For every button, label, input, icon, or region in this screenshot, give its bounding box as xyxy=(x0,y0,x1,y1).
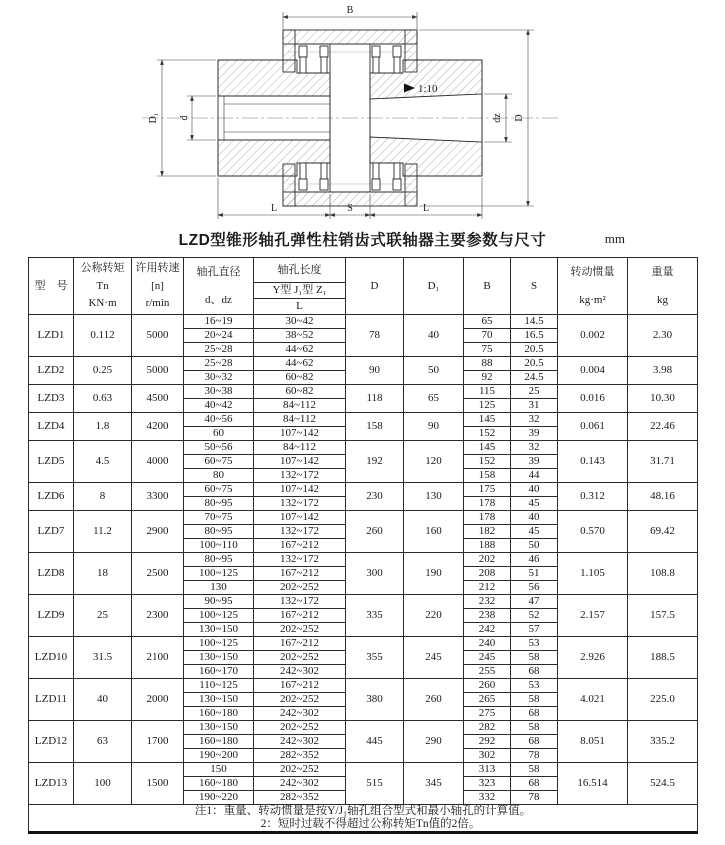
header-inertia: 转动惯量 kg·m² xyxy=(558,258,628,315)
cell-S: 78 xyxy=(511,791,558,805)
cell-B: 302 xyxy=(464,749,511,763)
cell-bore-length: 84~112 xyxy=(254,399,346,413)
cell-D1: 50 xyxy=(404,357,464,385)
cell-bore-length: 30~42 xyxy=(254,315,346,329)
dim-label-D: D xyxy=(514,114,525,122)
cell-D1: 345 xyxy=(404,763,464,805)
cell-torque: 4.5 xyxy=(74,441,132,483)
cell-S: 46 xyxy=(511,553,558,567)
cell-B: 70 xyxy=(464,329,511,343)
note-line: 2：短时过载不得超过公称转矩Tn值的2倍。 xyxy=(260,818,481,830)
table-row xyxy=(29,483,698,497)
cell-bore-diameter: 25~28 xyxy=(184,343,254,357)
cell-inertia: 0.570 xyxy=(558,511,628,553)
cell-D: 260 xyxy=(346,511,404,553)
cell-B: 265 xyxy=(464,693,511,707)
cell-S: 32 xyxy=(511,441,558,455)
cell-D: 335 xyxy=(346,595,404,637)
cell-bore-diameter: 80~95 xyxy=(184,553,254,567)
unit-label: mm xyxy=(604,231,625,246)
cell-speed: 2500 xyxy=(132,553,184,595)
spec-table xyxy=(28,257,698,834)
cell-bore-diameter: 160~170 xyxy=(184,665,254,679)
cell-B: 178 xyxy=(464,511,511,525)
cell-bore-diameter: 50~56 xyxy=(184,441,254,455)
cell-torque: 0.112 xyxy=(74,315,132,357)
cell-bore-diameter: 100~125 xyxy=(184,567,254,581)
cell-speed: 2000 xyxy=(132,679,184,721)
header-model: 型 号 xyxy=(29,258,74,315)
title-row xyxy=(0,228,725,250)
cell-bore-length: 44~62 xyxy=(254,343,346,357)
cell-inertia: 4.021 xyxy=(558,679,628,721)
cell-S: 40 xyxy=(511,483,558,497)
header-bore-length-L: L xyxy=(254,299,346,315)
cell-B: 182 xyxy=(464,525,511,539)
cell-B: 145 xyxy=(464,413,511,427)
cell-S: 45 xyxy=(511,525,558,539)
cell-S: 24.5 xyxy=(511,371,558,385)
cell-model: LZD5 xyxy=(29,441,74,483)
cell-weight: 524.5 xyxy=(628,763,698,805)
cell-speed: 2100 xyxy=(132,637,184,679)
cell-D1: 40 xyxy=(404,315,464,357)
cell-B: 175 xyxy=(464,483,511,497)
cell-bore-diameter: 160~180 xyxy=(184,777,254,791)
cell-torque: 11.2 xyxy=(74,511,132,553)
cell-bore-diameter: 130~150 xyxy=(184,623,254,637)
cell-weight: 69.42 xyxy=(628,511,698,553)
table-notes xyxy=(29,805,698,833)
cell-D1: 160 xyxy=(404,511,464,553)
cell-D1: 220 xyxy=(404,595,464,637)
cell-bore-diameter: 80~95 xyxy=(184,497,254,511)
cell-D: 192 xyxy=(346,441,404,483)
cell-S: 57 xyxy=(511,623,558,637)
cell-torque: 0.63 xyxy=(74,385,132,413)
table-row xyxy=(29,315,698,329)
cell-B: 202 xyxy=(464,553,511,567)
cell-D: 118 xyxy=(346,385,404,413)
cell-bore-length: 202~252 xyxy=(254,721,346,735)
cell-B: 292 xyxy=(464,735,511,749)
cell-bore-length: 282~352 xyxy=(254,749,346,763)
cell-inertia: 2.157 xyxy=(558,595,628,637)
cell-B: 212 xyxy=(464,581,511,595)
cell-weight: 2.30 xyxy=(628,315,698,357)
cell-bore-diameter: 40~42 xyxy=(184,399,254,413)
cell-torque: 100 xyxy=(74,763,132,805)
cell-bore-diameter: 190~200 xyxy=(184,749,254,763)
cell-B: 145 xyxy=(464,441,511,455)
cell-D1: 90 xyxy=(404,413,464,441)
cell-bore-diameter: 100~125 xyxy=(184,637,254,651)
cell-S: 58 xyxy=(511,693,558,707)
cell-B: 152 xyxy=(464,427,511,441)
cell-inertia: 0.312 xyxy=(558,483,628,511)
cell-weight: 3.98 xyxy=(628,357,698,385)
cell-bore-length: 202~252 xyxy=(254,763,346,777)
cell-bore-length: 107~142 xyxy=(254,511,346,525)
elastic-pins-bottom xyxy=(299,163,401,190)
cell-B: 275 xyxy=(464,707,511,721)
cell-weight: 31.71 xyxy=(628,441,698,483)
header-S: S xyxy=(511,258,558,315)
technical-drawing xyxy=(0,0,725,224)
cell-model: LZD10 xyxy=(29,637,74,679)
header-weight: 重量 kg xyxy=(628,258,698,315)
cell-bore-length: 84~112 xyxy=(254,413,346,427)
cell-model: LZD13 xyxy=(29,763,74,805)
dim-label-S: S xyxy=(347,203,353,214)
notes-row xyxy=(29,805,698,833)
header-bore-diameter: 轴孔直径 d、dz xyxy=(184,258,254,315)
cell-model: LZD8 xyxy=(29,553,74,595)
table-row xyxy=(29,595,698,609)
cell-weight: 22.46 xyxy=(628,413,698,441)
cell-model: LZD2 xyxy=(29,357,74,385)
cell-bore-length: 242~302 xyxy=(254,735,346,749)
taper-label: 1:10 xyxy=(418,83,438,95)
cell-model: LZD7 xyxy=(29,511,74,553)
cell-weight: 335.2 xyxy=(628,721,698,763)
cell-bore-length: 282~352 xyxy=(254,791,346,805)
cell-bore-diameter: 16~19 xyxy=(184,315,254,329)
cell-bore-diameter: 130 xyxy=(184,581,254,595)
cell-bore-length: 167~212 xyxy=(254,679,346,693)
cell-bore-length: 242~302 xyxy=(254,665,346,679)
cell-D: 230 xyxy=(346,483,404,511)
cell-S: 40 xyxy=(511,511,558,525)
cell-speed: 3300 xyxy=(132,483,184,511)
cell-weight: 188.5 xyxy=(628,637,698,679)
table-row xyxy=(29,413,698,427)
cell-bore-length: 167~212 xyxy=(254,567,346,581)
cell-bore-diameter: 60~75 xyxy=(184,455,254,469)
table-row xyxy=(29,637,698,651)
cell-S: 31 xyxy=(511,399,558,413)
cell-bore-diameter: 130~150 xyxy=(184,693,254,707)
cell-S: 58 xyxy=(511,721,558,735)
cell-torque: 31.5 xyxy=(74,637,132,679)
cell-B: 178 xyxy=(464,497,511,511)
cell-S: 68 xyxy=(511,735,558,749)
table-row xyxy=(29,553,698,567)
cell-speed: 1500 xyxy=(132,763,184,805)
cell-D1: 190 xyxy=(404,553,464,595)
cell-D: 515 xyxy=(346,763,404,805)
cell-bore-length: 202~252 xyxy=(254,693,346,707)
cell-bore-diameter: 60~75 xyxy=(184,483,254,497)
cell-S: 32 xyxy=(511,413,558,427)
cell-torque: 8 xyxy=(74,483,132,511)
cell-bore-length: 167~212 xyxy=(254,609,346,623)
cell-bore-diameter: 20~24 xyxy=(184,329,254,343)
cell-bore-diameter: 110~125 xyxy=(184,679,254,693)
cell-bore-diameter: 25~28 xyxy=(184,357,254,371)
cell-D: 355 xyxy=(346,637,404,679)
cell-bore-diameter: 100~125 xyxy=(184,609,254,623)
cell-D1: 260 xyxy=(404,679,464,721)
cell-model: LZD12 xyxy=(29,721,74,763)
cell-S: 58 xyxy=(511,763,558,777)
cell-bore-diameter: 130~150 xyxy=(184,651,254,665)
cell-B: 260 xyxy=(464,679,511,693)
cell-S: 39 xyxy=(511,455,558,469)
cell-D1: 130 xyxy=(404,483,464,511)
cell-bore-diameter: 130~150 xyxy=(184,721,254,735)
cell-speed: 4000 xyxy=(132,441,184,483)
cell-bore-diameter: 100~110 xyxy=(184,539,254,553)
cell-inertia: 0.002 xyxy=(558,315,628,357)
cell-S: 20.5 xyxy=(511,343,558,357)
cell-model: LZD4 xyxy=(29,413,74,441)
cell-bore-length: 202~252 xyxy=(254,623,346,637)
cell-bore-diameter: 70~75 xyxy=(184,511,254,525)
cell-model: LZD1 xyxy=(29,315,74,357)
cell-B: 92 xyxy=(464,371,511,385)
coupling-section-drawing xyxy=(0,0,725,224)
cell-B: 313 xyxy=(464,763,511,777)
cell-speed: 4500 xyxy=(132,385,184,413)
cell-D1: 245 xyxy=(404,637,464,679)
cell-inertia: 0.016 xyxy=(558,385,628,413)
table-row xyxy=(29,441,698,455)
cell-weight: 48.16 xyxy=(628,483,698,511)
cell-inertia: 16.514 xyxy=(558,763,628,805)
cell-torque: 25 xyxy=(74,595,132,637)
dim-label-L-right: L xyxy=(422,203,430,214)
cell-D1: 290 xyxy=(404,721,464,763)
cell-S: 20.5 xyxy=(511,357,558,371)
cell-speed: 4200 xyxy=(132,413,184,441)
header-D1: D₁ xyxy=(404,258,464,315)
cell-S: 16.5 xyxy=(511,329,558,343)
table-row xyxy=(29,679,698,693)
dim-label-B: B xyxy=(346,5,354,16)
cell-B: 125 xyxy=(464,399,511,413)
cell-D: 380 xyxy=(346,679,404,721)
header-B: B xyxy=(464,258,511,315)
cell-D1: 120 xyxy=(404,441,464,483)
cell-B: 158 xyxy=(464,469,511,483)
cell-bore-diameter: 30~38 xyxy=(184,385,254,399)
cell-bore-length: 107~142 xyxy=(254,427,346,441)
cell-inertia: 0.143 xyxy=(558,441,628,483)
cell-bore-diameter: 190~220 xyxy=(184,791,254,805)
cell-B: 65 xyxy=(464,315,511,329)
cell-bore-length: 132~172 xyxy=(254,497,346,511)
cell-bore-diameter: 80~95 xyxy=(184,525,254,539)
cell-D: 78 xyxy=(346,315,404,357)
cell-bore-length: 38~52 xyxy=(254,329,346,343)
cell-S: 78 xyxy=(511,749,558,763)
cell-torque: 1.8 xyxy=(74,413,132,441)
cell-S: 52 xyxy=(511,609,558,623)
cell-bore-length: 60~82 xyxy=(254,385,346,399)
cell-S: 44 xyxy=(511,469,558,483)
cell-inertia: 2.926 xyxy=(558,637,628,679)
cell-model: LZD3 xyxy=(29,385,74,413)
cell-bore-length: 242~302 xyxy=(254,707,346,721)
table-row xyxy=(29,763,698,777)
cell-D1: 65 xyxy=(404,385,464,413)
cell-S: 14.5 xyxy=(511,315,558,329)
cell-speed: 1700 xyxy=(132,721,184,763)
cell-B: 282 xyxy=(464,721,511,735)
cell-speed: 5000 xyxy=(132,357,184,385)
cell-B: 188 xyxy=(464,539,511,553)
cell-inertia: 0.004 xyxy=(558,357,628,385)
cell-model: LZD9 xyxy=(29,595,74,637)
dim-label-d: d xyxy=(179,115,190,121)
cell-bore-length: 167~212 xyxy=(254,637,346,651)
table-row xyxy=(29,385,698,399)
cell-S: 68 xyxy=(511,777,558,791)
cell-bore-length: 60~82 xyxy=(254,371,346,385)
table-row xyxy=(29,511,698,525)
cell-model: LZD11 xyxy=(29,679,74,721)
cell-bore-diameter: 40~56 xyxy=(184,413,254,427)
cell-B: 240 xyxy=(464,637,511,651)
cell-torque: 0.25 xyxy=(74,357,132,385)
cell-S: 53 xyxy=(511,637,558,651)
cell-bore-diameter: 30~32 xyxy=(184,371,254,385)
header-bore-length-types: Y型 J₁型 Z₁ xyxy=(254,283,346,299)
cell-weight: 10.30 xyxy=(628,385,698,413)
page-title: LZD型锥形轴孔弹性柱销齿式联轴器主要参数与尺寸 xyxy=(178,232,547,249)
elastic-pins-top xyxy=(299,46,401,73)
cell-bore-length: 132~172 xyxy=(254,595,346,609)
cell-speed: 5000 xyxy=(132,315,184,357)
cell-D: 300 xyxy=(346,553,404,595)
cell-B: 208 xyxy=(464,567,511,581)
cell-B: 75 xyxy=(464,343,511,357)
header-speed: 许用转速 [n] r/min xyxy=(132,258,184,315)
cell-bore-diameter: 160~180 xyxy=(184,735,254,749)
dim-label-dz: dz xyxy=(492,113,503,123)
cell-B: 88 xyxy=(464,357,511,371)
cell-model: LZD6 xyxy=(29,483,74,511)
cell-S: 25 xyxy=(511,385,558,399)
cell-S: 68 xyxy=(511,707,558,721)
cell-B: 232 xyxy=(464,595,511,609)
cell-S: 53 xyxy=(511,679,558,693)
cell-B: 255 xyxy=(464,665,511,679)
cell-weight: 157.5 xyxy=(628,595,698,637)
cell-speed: 2900 xyxy=(132,511,184,553)
cell-D: 158 xyxy=(346,413,404,441)
cell-bore-length: 132~172 xyxy=(254,469,346,483)
cell-bore-length: 132~172 xyxy=(254,525,346,539)
cell-bore-length: 242~302 xyxy=(254,777,346,791)
spec-table-body xyxy=(29,315,698,805)
cell-inertia: 0.061 xyxy=(558,413,628,441)
cell-D: 445 xyxy=(346,721,404,763)
cell-S: 39 xyxy=(511,427,558,441)
cell-B: 245 xyxy=(464,651,511,665)
cell-bore-diameter: 80 xyxy=(184,469,254,483)
cell-S: 47 xyxy=(511,595,558,609)
cell-bore-diameter: 60 xyxy=(184,427,254,441)
cell-B: 238 xyxy=(464,609,511,623)
cell-B: 323 xyxy=(464,777,511,791)
cell-speed: 2300 xyxy=(132,595,184,637)
cell-bore-length: 107~142 xyxy=(254,455,346,469)
cell-S: 45 xyxy=(511,497,558,511)
cell-bore-diameter: 90~95 xyxy=(184,595,254,609)
cell-bore-length: 44~62 xyxy=(254,357,346,371)
note-line: 注1：重量、转动惯量是按Y/J₁轴孔组合型式和最小轴孔的计算值。 xyxy=(194,805,532,817)
cell-bore-length: 202~252 xyxy=(254,581,346,595)
header-bore-length: 轴孔长度 xyxy=(254,258,346,283)
cell-torque: 40 xyxy=(74,679,132,721)
cell-S: 68 xyxy=(511,665,558,679)
cell-S: 51 xyxy=(511,567,558,581)
table-row xyxy=(29,357,698,371)
cell-bore-length: 167~212 xyxy=(254,539,346,553)
cell-weight: 225.0 xyxy=(628,679,698,721)
cell-S: 56 xyxy=(511,581,558,595)
dim-label-D1: D₁ xyxy=(148,112,159,124)
header-D: D xyxy=(346,258,404,315)
cell-bore-length: 107~142 xyxy=(254,483,346,497)
cell-B: 242 xyxy=(464,623,511,637)
table-row xyxy=(29,721,698,735)
cell-inertia: 8.051 xyxy=(558,721,628,763)
cell-weight: 108.8 xyxy=(628,553,698,595)
cell-D: 90 xyxy=(346,357,404,385)
cell-S: 50 xyxy=(511,539,558,553)
cell-bore-diameter: 160~180 xyxy=(184,707,254,721)
cell-S: 58 xyxy=(511,651,558,665)
cell-inertia: 1.105 xyxy=(558,553,628,595)
cell-bore-length: 202~252 xyxy=(254,651,346,665)
cell-B: 115 xyxy=(464,385,511,399)
cell-torque: 18 xyxy=(74,553,132,595)
cell-bore-length: 132~172 xyxy=(254,553,346,567)
cell-bore-diameter: 150 xyxy=(184,763,254,777)
cell-bore-length: 84~112 xyxy=(254,441,346,455)
cell-B: 152 xyxy=(464,455,511,469)
header-torque: 公称转矩 Tn KN·m xyxy=(74,258,132,315)
cell-B: 332 xyxy=(464,791,511,805)
cell-torque: 63 xyxy=(74,721,132,763)
dim-label-L-left: L xyxy=(270,203,278,214)
